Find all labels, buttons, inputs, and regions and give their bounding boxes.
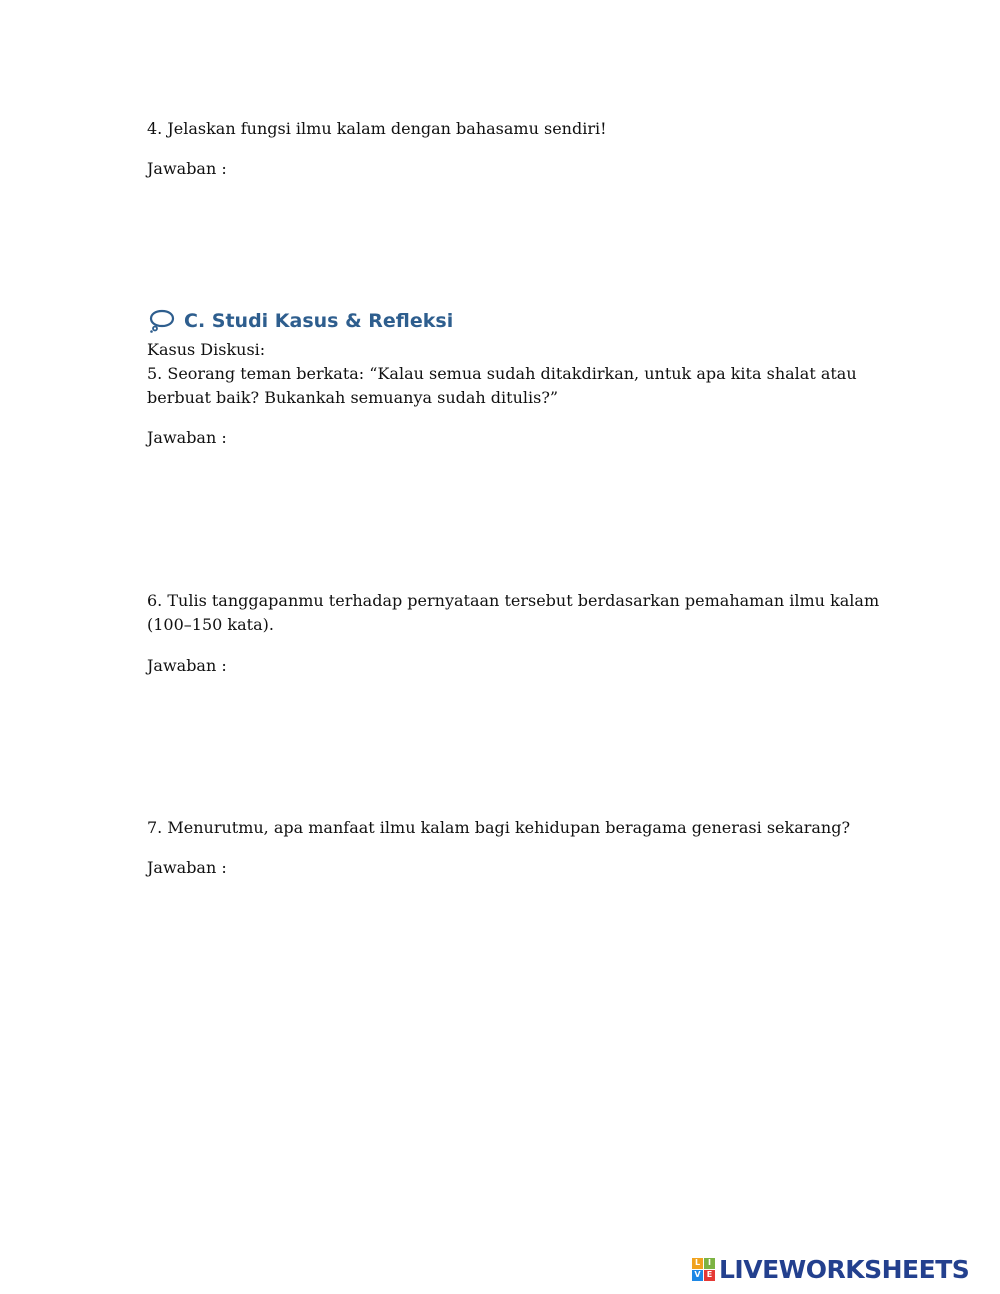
logo-tile-i: I	[704, 1258, 715, 1269]
logo-tile-l: L	[692, 1258, 703, 1269]
question-6-answer-label: Jawaban :	[147, 656, 227, 675]
logo-tile-e: E	[704, 1270, 715, 1281]
question-5-line-2: berbuat baik? Bukankah semuanya sudah ditulis?”	[147, 388, 559, 407]
question-4-answer-label: Jawaban :	[147, 159, 227, 178]
question-7-text: 7. Menurutmu, apa manfaat ilmu kalam bagi kehidupan beragama generasi sekarang?	[147, 818, 851, 837]
logo-wordmark: LIVEWORKSHEETS	[719, 1254, 970, 1284]
question-5-line-1: 5. Seorang teman berkata: “Kalau semua sudah ditakdirkan, untuk apa kita shalat atau	[147, 364, 857, 383]
question-6-line-2: (100–150 kata).	[147, 615, 274, 634]
logo-tiles	[692, 1258, 715, 1281]
liveworksheets-logo	[692, 1254, 969, 1284]
section-c-heading	[148, 306, 453, 336]
section-c-title: C. Studi Kasus & Refleksi	[184, 310, 454, 332]
question-4-text: 4. Jelaskan fungsi ilmu kalam dengan bahasamu sendiri!	[147, 119, 607, 138]
question-6-line-1: 6. Tulis tanggapanmu terhadap pernyataan tersebut berdasarkan pemahaman ilmu kalam	[147, 591, 880, 610]
speech-bubble-icon	[148, 308, 176, 334]
case-label: Kasus Diskusi:	[147, 340, 266, 359]
question-7-answer-label: Jawaban :	[147, 858, 227, 877]
question-5-answer-label: Jawaban :	[147, 428, 227, 447]
logo-tile-v: V	[692, 1270, 703, 1281]
